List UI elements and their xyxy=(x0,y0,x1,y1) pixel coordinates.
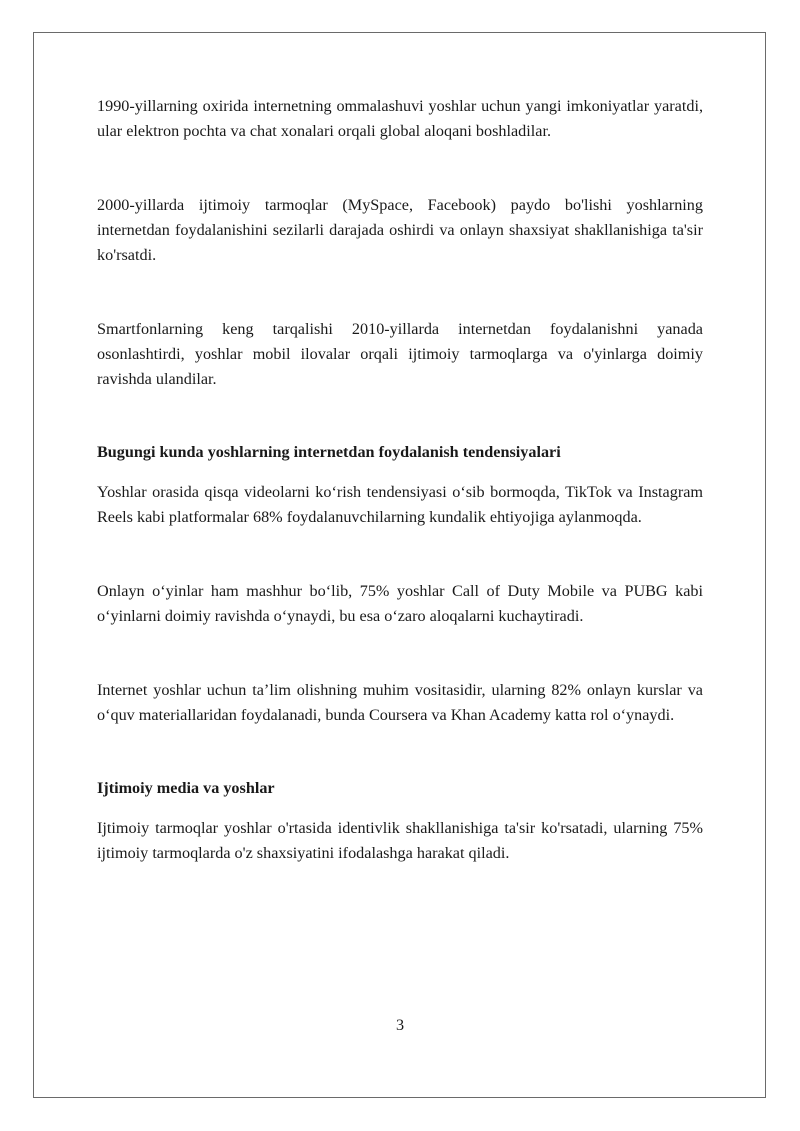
section-heading-trends: Bugungi kunda yoshlarning internetdan foydalanish tendensiyalari xyxy=(97,443,561,461)
paragraph-2000s: 2000-yillarda ijtimoiy tarmoqlar (MySpace, Facebook) paydo bo'lishi yoshlarning internetdan foydalanishini sezilarli darajada oshirdi va onlayn shaxsiyat shakllanishiga ta'sir ko'rsatdi. xyxy=(97,196,703,264)
paragraph-identity: Ijtimoiy tarmoqlar yoshlar o'rtasida identivlik shakllanishiga ta'sir ko'rsatadi, ularning 75% ijtimoiy tarmoqlarda o'z shaxsiyatini ifodalashga harakat qiladi. xyxy=(97,819,703,862)
paragraph-online-games: Onlayn o‘yinlar ham mashhur bo‘lib, 75% yoshlar Call of Duty Mobile va PUBG kabi o‘yinlarni doimiy ravishda o‘ynaydi, bu esa o‘zaro aloqalarni kuchaytiradi. xyxy=(97,582,703,625)
section-heading-social-media: Ijtimoiy media va yoshlar xyxy=(97,779,275,797)
document-body xyxy=(97,94,703,866)
paragraph-short-videos: Yoshlar orasida qisqa videolarni ko‘rish tendensiyasi o‘sib bormoqda, TikTok va Instagram Reels kabi platformalar 68% foydalanuvchilarning kundalik ehtiyojiga aylanmoqda. xyxy=(97,483,703,526)
paragraph-1990s: 1990-yillarning oxirida internetning ommalashuvi yoshlar uchun yangi imkoniyatlar yaratdi, ular elektron pochta va chat xonalari orqali global aloqani boshladilar. xyxy=(97,97,703,140)
paragraph-education: Internet yoshlar uchun ta’lim olishning muhim vositasidir, ularning 82% onlayn kurslar va o‘quv materiallaridan foydalanadi, bunda Coursera va Khan Academy katta rol o‘ynaydi. xyxy=(97,681,703,724)
page-number: 3 xyxy=(395,1016,405,1034)
paragraph-2010s: Smartfonlarning keng tarqalishi 2010-yillarda internetdan foydalanishni yanada osonlashtirdi, yoshlar mobil ilovalar orqali ijtimoiy tarmoqlarga va o'yinlarga doimiy ravishda ulandilar. xyxy=(97,320,703,388)
